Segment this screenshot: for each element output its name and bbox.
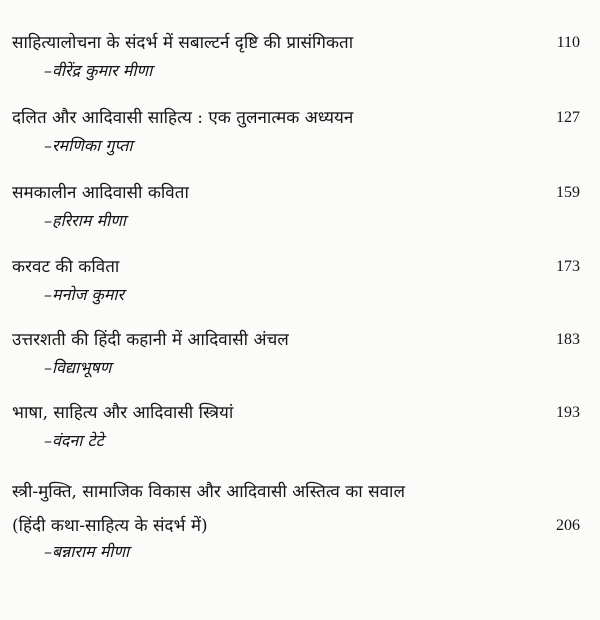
toc-author: –हरिराम मीणा <box>44 211 126 230</box>
toc-entry <box>12 254 580 304</box>
toc-page-number: 159 <box>556 184 580 201</box>
toc-entry <box>12 400 580 450</box>
toc-title-line <box>12 180 580 206</box>
toc-title: उत्तरशती की हिंदी कहानी में आदिवासी अंचल <box>12 330 289 350</box>
toc-entry <box>12 180 580 230</box>
toc-page-number: 127 <box>556 109 580 126</box>
toc-title-line <box>12 30 580 56</box>
toc-page-number: 183 <box>556 331 580 348</box>
toc-author: –रमणिका गुप्ता <box>44 136 133 155</box>
toc-title: समकालीन आदिवासी कविता <box>12 183 189 203</box>
toc-page-number: 193 <box>556 404 580 421</box>
toc-author: –मनोज कुमार <box>44 285 125 304</box>
toc-title-line <box>12 513 580 539</box>
toc-title-line <box>12 254 580 280</box>
toc-author: –बन्नाराम मीणा <box>44 542 130 561</box>
toc-page-number: 206 <box>556 517 580 534</box>
toc-entry <box>12 479 580 561</box>
toc-title-line <box>12 105 580 131</box>
toc-entry <box>12 327 580 377</box>
toc-title: स्त्री-मुक्ति, सामाजिक विकास और आदिवासी अस्तित्व का सवाल <box>12 482 405 502</box>
toc-title: करवट की कविता <box>12 257 120 277</box>
toc-title-continued: (हिंदी कथा-साहित्य के संदर्भ में) <box>12 516 208 536</box>
toc-entry <box>12 105 580 155</box>
toc-title: साहित्यालोचना के संदर्भ में सबाल्टर्न दृष्टि की प्रासंगिकता <box>12 33 354 53</box>
toc-page-number: 173 <box>556 258 580 275</box>
toc-page-number: 110 <box>556 34 580 51</box>
toc-entry <box>12 30 580 80</box>
toc-author: –वीरेंद्र कुमार मीणा <box>44 61 153 80</box>
toc-author: –विद्याभूषण <box>44 358 112 377</box>
toc-title-line <box>12 479 580 505</box>
toc-author: –वंदना टेटे <box>44 431 104 450</box>
toc-title: भाषा, साहित्य और आदिवासी स्त्रियां <box>12 403 234 423</box>
toc-title-line <box>12 327 580 353</box>
toc-title: दलित और आदिवासी साहित्य : एक तुलनात्मक अध्ययन <box>12 108 354 128</box>
toc-title-line <box>12 400 580 426</box>
